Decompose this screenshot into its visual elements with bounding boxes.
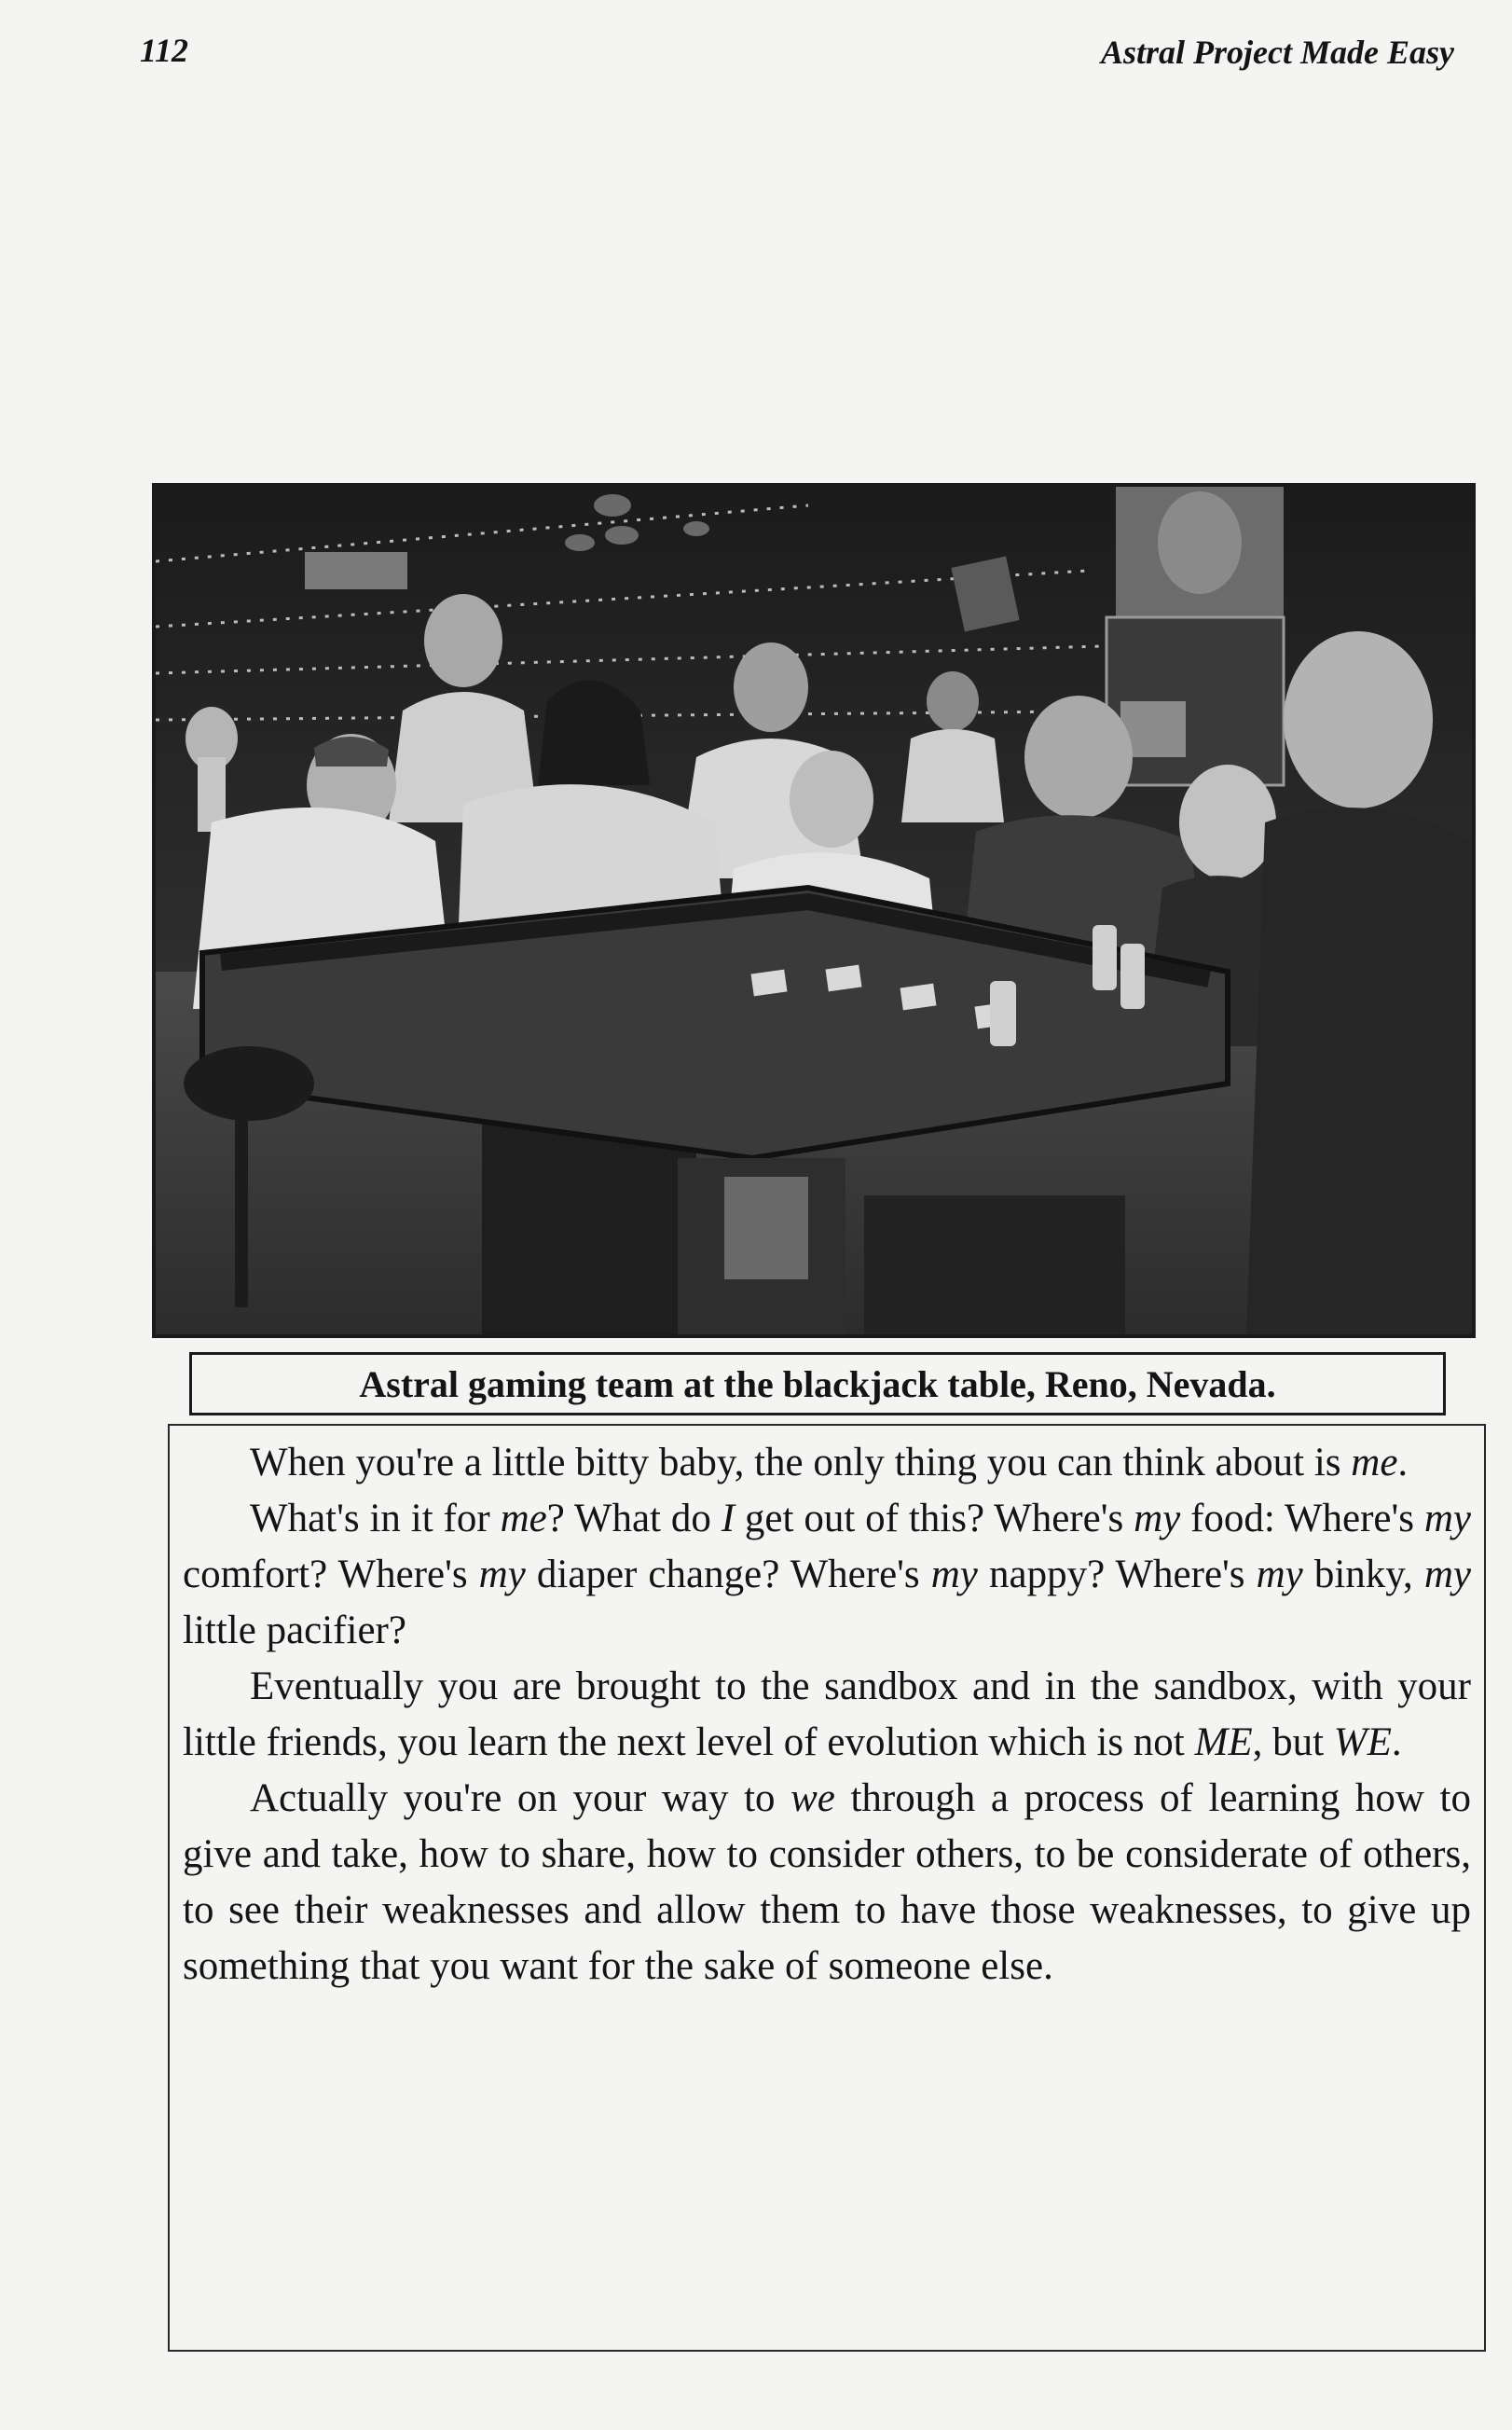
figure-caption-text: Astral gaming team at the blackjack table, Reno, Nevada. bbox=[359, 1362, 1276, 1405]
emphasis-text: my bbox=[1134, 1497, 1181, 1540]
body-text-box bbox=[168, 1424, 1486, 2352]
emphasis-text: ME bbox=[1194, 1720, 1253, 1764]
body-paragraph bbox=[183, 1435, 1471, 1491]
emphasis-text: my bbox=[1423, 1553, 1471, 1596]
paragraph-text: through a process of learning how to give and take, how to share, how to consider others, to be considerate of others, to see their weaknesses and allow them to have those weaknesses, to give up something that you want for the sake of someone else. bbox=[183, 1776, 1471, 1988]
paragraph-text: little pacifier? bbox=[183, 1608, 406, 1652]
paragraph-text: Eventually you are brought to the sandbox and in the sandbox, with your little friends, you learn the next level of evolution which is not bbox=[183, 1664, 1471, 1764]
paragraph-text: diaper change? Where's bbox=[525, 1553, 931, 1596]
emphasis-text: me bbox=[500, 1497, 547, 1540]
paragraph-text: , but bbox=[1252, 1720, 1334, 1764]
paragraph-text: binky, bbox=[1302, 1553, 1424, 1596]
running-title: Astral Project Made Easy bbox=[1101, 34, 1454, 71]
body-paragraph bbox=[183, 1659, 1471, 1771]
photo-illustration bbox=[156, 487, 1472, 1334]
emphasis-text: my bbox=[478, 1553, 526, 1596]
paragraph-text: ? What do bbox=[546, 1497, 722, 1540]
emphasis-text: my bbox=[930, 1553, 978, 1596]
emphasis-text: my bbox=[1256, 1553, 1303, 1596]
paragraph-text: comfort? Where's bbox=[183, 1553, 479, 1596]
paragraph-text: nappy? Where's bbox=[977, 1553, 1257, 1596]
emphasis-text: I bbox=[721, 1497, 735, 1540]
body-paragraph bbox=[183, 1491, 1471, 1659]
page-number: 112 bbox=[140, 32, 189, 69]
emphasis-text: me bbox=[1351, 1441, 1398, 1484]
paragraph-text: Actually you're on your way to bbox=[250, 1776, 791, 1820]
paragraph-text: When you're a little bitty baby, the only thing you can think about is bbox=[250, 1441, 1352, 1484]
body-paragraphs bbox=[183, 1435, 1471, 1995]
paragraph-text: food: Where's bbox=[1180, 1497, 1424, 1540]
blackjack-table-photo bbox=[152, 483, 1476, 1338]
emphasis-text: my bbox=[1423, 1497, 1472, 1540]
body-paragraph bbox=[183, 1771, 1471, 1995]
paragraph-text: get out of this? Where's bbox=[735, 1497, 1134, 1540]
figure-caption bbox=[189, 1352, 1446, 1415]
paragraph-text: . bbox=[1391, 1720, 1402, 1764]
emphasis-text: WE bbox=[1333, 1720, 1392, 1764]
paragraph-text: What's in it for bbox=[250, 1497, 501, 1540]
emphasis-text: we bbox=[790, 1776, 835, 1820]
paragraph-text: . bbox=[1397, 1441, 1409, 1484]
